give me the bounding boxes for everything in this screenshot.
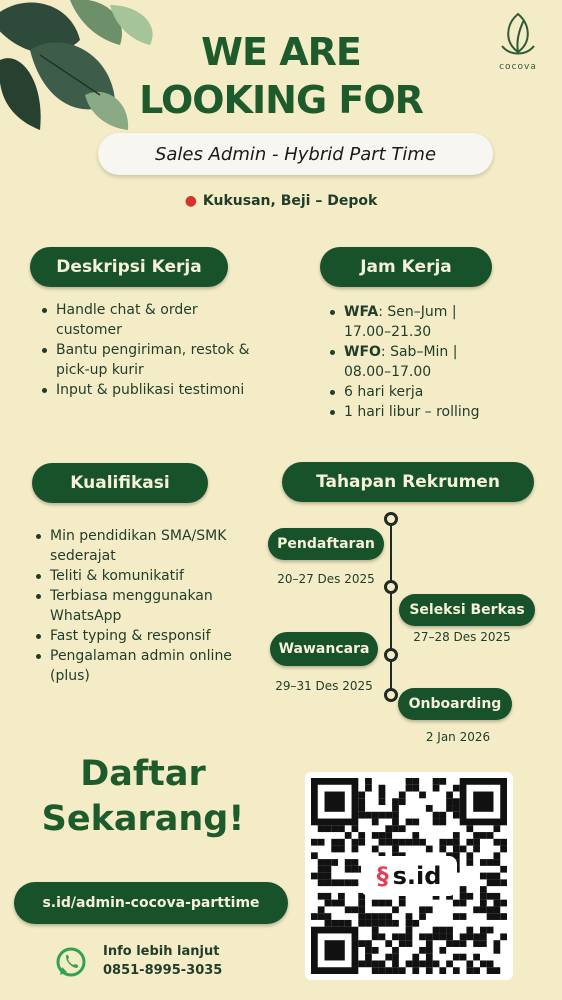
list-item bbox=[326, 402, 496, 422]
deskripsi-list bbox=[38, 300, 258, 400]
pin-icon: ● bbox=[184, 193, 197, 209]
whatsapp-icon bbox=[55, 946, 87, 978]
rekrumen-header: Tahapan Rekrumen bbox=[282, 462, 534, 502]
step-onboarding: Onboarding bbox=[398, 688, 512, 720]
item-value: 1 hari libur – rolling bbox=[344, 404, 480, 420]
step-date: 2 Jan 2026 bbox=[425, 730, 491, 744]
list-item bbox=[326, 302, 496, 342]
item-value: : Sab–Min | 08.00–17.00 bbox=[344, 344, 458, 380]
headline-line2: LOOKING FOR bbox=[139, 78, 423, 122]
jam-kerja-header: Jam Kerja bbox=[320, 247, 492, 287]
timeline-dot bbox=[384, 512, 398, 526]
qr-badge bbox=[361, 856, 457, 896]
contact-phone[interactable]: 0851-8995-3035 bbox=[103, 963, 223, 978]
list-item: Pengalaman admin online (plus) bbox=[32, 646, 257, 686]
location-text: Kukusan, Beji – Depok bbox=[202, 193, 378, 209]
step-date: 29–31 Des 2025 bbox=[275, 679, 373, 693]
step-date: 27–28 Des 2025 bbox=[413, 630, 511, 644]
list-item: Handle chat & order customer bbox=[38, 300, 258, 340]
list-item: Terbiasa menggunakan WhatsApp bbox=[32, 586, 257, 626]
list-item bbox=[326, 382, 496, 402]
deskripsi-header: Deskripsi Kerja bbox=[30, 247, 228, 287]
job-title-pill: Sales Admin - Hybrid Part Time bbox=[98, 133, 493, 175]
headline-line1: WE ARE bbox=[201, 30, 361, 74]
step-date: 20–27 Des 2025 bbox=[277, 572, 375, 586]
timeline-dot bbox=[384, 648, 398, 662]
contact-label: Info lebih lanjut bbox=[103, 944, 220, 959]
registration-link[interactable]: s.id/admin-cocova-parttime bbox=[14, 882, 288, 924]
list-item: Min pendidikan SMA/SMK sederajat bbox=[32, 526, 257, 566]
timeline-line bbox=[390, 518, 392, 696]
list-item bbox=[326, 342, 496, 382]
logo-text: cocova bbox=[499, 62, 537, 72]
item-value: : Sen–Jum | 17.00–21.30 bbox=[344, 304, 457, 340]
kualifikasi-header: Kualifikasi bbox=[32, 463, 208, 503]
list-item: Bantu pengiriman, restok & pick-up kurir bbox=[38, 340, 258, 380]
item-label: WFA bbox=[344, 304, 379, 320]
jam-kerja-list bbox=[326, 302, 496, 422]
item-label: WFO bbox=[344, 344, 381, 360]
kualifikasi-list bbox=[32, 526, 257, 686]
headline bbox=[0, 28, 562, 124]
contact-info bbox=[103, 942, 222, 980]
list-item: Teliti & komunikatif bbox=[32, 566, 257, 586]
list-item: Fast typing & responsif bbox=[32, 626, 257, 646]
sid-link-icon: § bbox=[376, 862, 389, 890]
list-item: Input & publikasi testimoni bbox=[38, 380, 258, 400]
cta-heading bbox=[18, 752, 268, 842]
step-wawancara: Wawancara bbox=[270, 632, 378, 666]
qr-badge-text: s.id bbox=[392, 862, 442, 890]
step-seleksi-berkas: Seleksi Berkas bbox=[399, 594, 535, 626]
step-pendaftaran: Pendaftaran bbox=[268, 528, 384, 560]
cta-line1: Daftar bbox=[80, 754, 206, 794]
cta-line2: Sekarang! bbox=[41, 799, 245, 839]
item-value: 6 hari kerja bbox=[344, 384, 424, 400]
location bbox=[0, 193, 562, 209]
